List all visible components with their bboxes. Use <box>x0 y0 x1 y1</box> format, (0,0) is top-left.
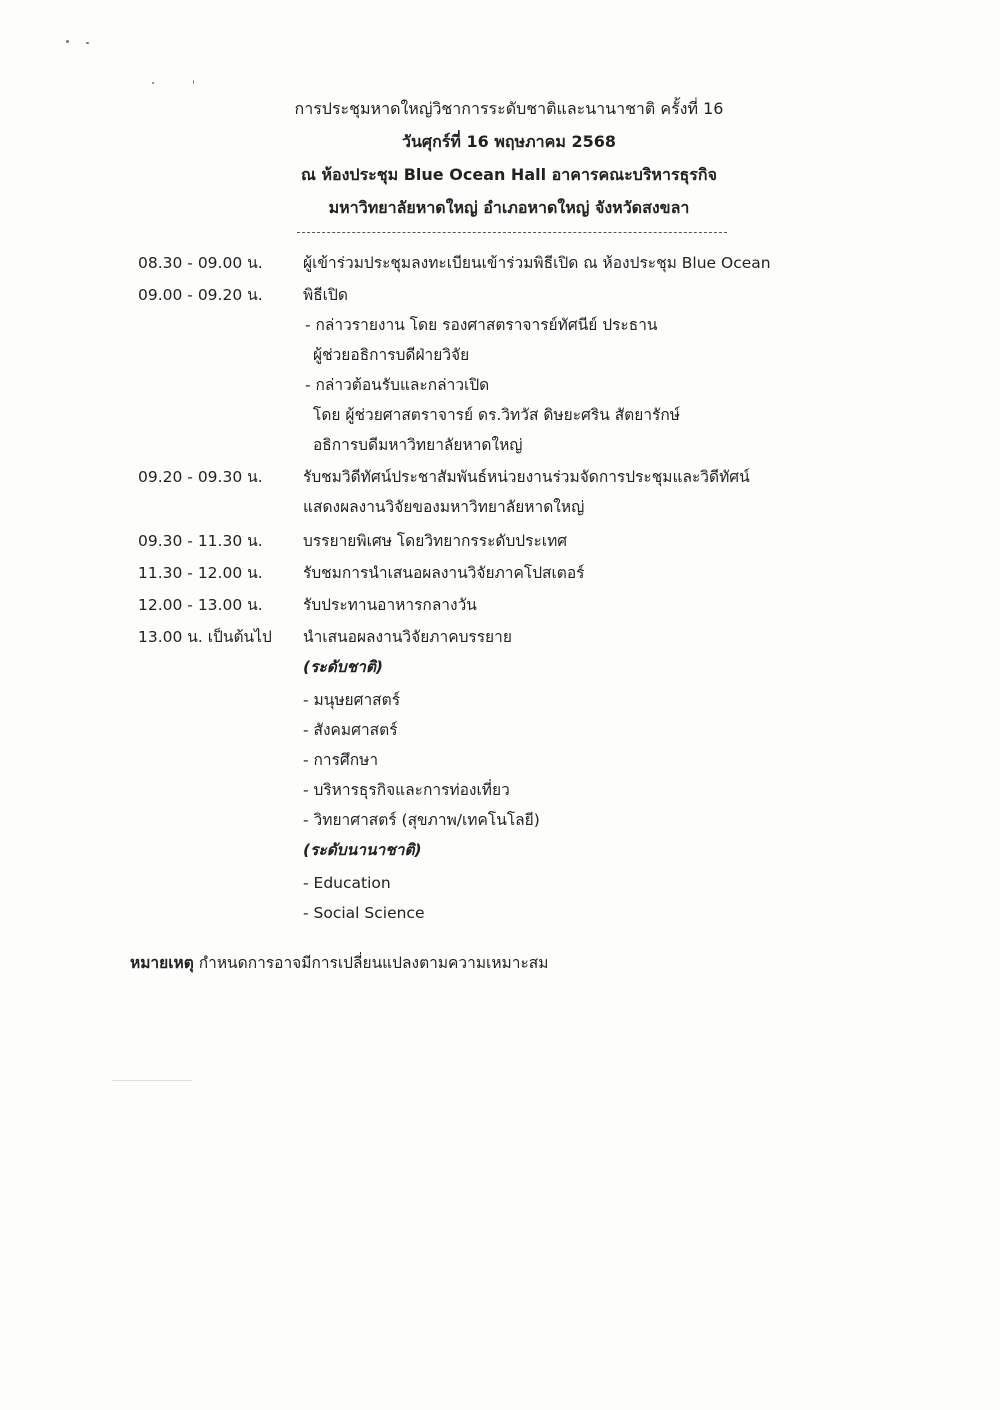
scan-speck <box>86 42 89 44</box>
schedule-time: 12.00 - 13.00 น. <box>138 596 263 614</box>
schedule-row <box>138 462 938 522</box>
schedule-line: ผู้เข้าร่วมประชุมลงทะเบียนเข้าร่วมพิธีเปิด ณ ห้องประชุม Blue Ocean <box>303 254 771 272</box>
schedule-line: - สังคมศาสตร์ <box>303 721 398 739</box>
schedule-description <box>303 590 938 620</box>
schedule-time: 08.30 - 09.00 น. <box>138 254 263 272</box>
schedule-line: พิธีเปิด <box>303 286 348 304</box>
schedule-description <box>303 558 938 588</box>
schedule-line: - การศึกษา <box>303 751 379 769</box>
schedule-line: แสดงผลงานวิจัยของมหาวิทยาลัยหาดใหญ่ <box>303 498 585 516</box>
schedule-line: โดย ผู้ช่วยศาสตราจารย์ ดร.วิทวัส ดิษยะศริน สัตยารักษ์ <box>313 406 680 424</box>
schedule-line: - Education <box>303 874 391 892</box>
conference-date: วันศุกร์ที่ 16 พฤษภาคม 2568 <box>402 132 616 151</box>
remark-label: หมายเหตุ <box>130 954 194 972</box>
schedule-line: อธิการบดีมหาวิทยาลัยหาดใหญ่ <box>313 436 523 454</box>
category-heading: (ระดับนานาชาติ) <box>303 841 422 859</box>
schedule-time: 09.30 - 11.30 น. <box>138 532 263 550</box>
conference-title: การประชุมหาดใหญ่วิชาการระดับชาติและนานาชาติ ครั้งที่ 16 <box>294 99 724 118</box>
schedule-description <box>303 526 938 556</box>
document-header <box>0 92 1000 224</box>
category-heading: (ระดับชาติ) <box>303 658 384 676</box>
schedule-row <box>138 590 938 620</box>
schedule-time: 13.00 น. เป็นต้นไป <box>138 628 272 646</box>
schedule-line: - วิทยาศาสตร์ (สุขภาพ/เทคโนโลยี) <box>303 811 540 829</box>
schedule-list <box>138 248 938 928</box>
schedule-row <box>138 280 938 460</box>
schedule-line: - กล่าวรายงาน โดย รองศาสตราจารย์ทัศนีย์ ประธาน <box>305 316 658 334</box>
schedule-row <box>138 622 938 928</box>
header-divider <box>297 232 727 233</box>
remark <box>130 948 548 978</box>
schedule-row <box>138 558 938 588</box>
schedule-line: ผู้ช่วยอธิการบดีฝ่ายวิจัย <box>313 346 470 364</box>
conference-venue: ณ ห้องประชุม Blue Ocean Hall อาคารคณะบริหารธุรกิจ <box>301 165 717 184</box>
schedule-row <box>138 526 938 556</box>
scan-speck <box>193 80 194 84</box>
schedule-line: - Social Science <box>303 904 425 922</box>
schedule-line: - มนุษยศาสตร์ <box>303 691 401 709</box>
schedule-time: 09.20 - 09.30 น. <box>138 468 263 486</box>
schedule-line: รับประทานอาหารกลางวัน <box>303 596 477 614</box>
schedule-line: - กล่าวต้อนรับและกล่าวเปิด <box>305 376 490 394</box>
schedule-line: นำเสนอผลงานวิจัยภาคบรรยาย <box>303 628 512 646</box>
schedule-line: รับชมวิดีทัศน์ประชาสัมพันธ์หน่วยงานร่วมจัดการประชุมและวิดีทัศน์ <box>303 468 750 486</box>
schedule-description <box>303 248 938 278</box>
conference-location: มหาวิทยาลัยหาดใหญ่ อำเภอหาดใหญ่ จังหวัดสงขลา <box>328 198 690 217</box>
schedule-row <box>138 248 938 278</box>
scan-speck <box>152 82 154 84</box>
schedule-line: รับชมการนำเสนอผลงานวิจัยภาคโปสเตอร์ <box>303 564 585 582</box>
schedule-description <box>303 462 938 522</box>
schedule-time: 11.30 - 12.00 น. <box>138 564 263 582</box>
schedule-line: - บริหารธุรกิจและการท่องเที่ยว <box>303 781 510 799</box>
schedule-description <box>303 280 938 460</box>
schedule-description <box>303 622 938 928</box>
scan-speck <box>66 40 69 43</box>
schedule-time: 09.00 - 09.20 น. <box>138 286 263 304</box>
scan-artifact <box>112 1080 192 1081</box>
remark-text: กำหนดการอาจมีการเปลี่ยนแปลงตามความเหมาะสม <box>198 954 549 972</box>
schedule-line: บรรยายพิเศษ โดยวิทยากรระดับประเทศ <box>303 532 568 550</box>
